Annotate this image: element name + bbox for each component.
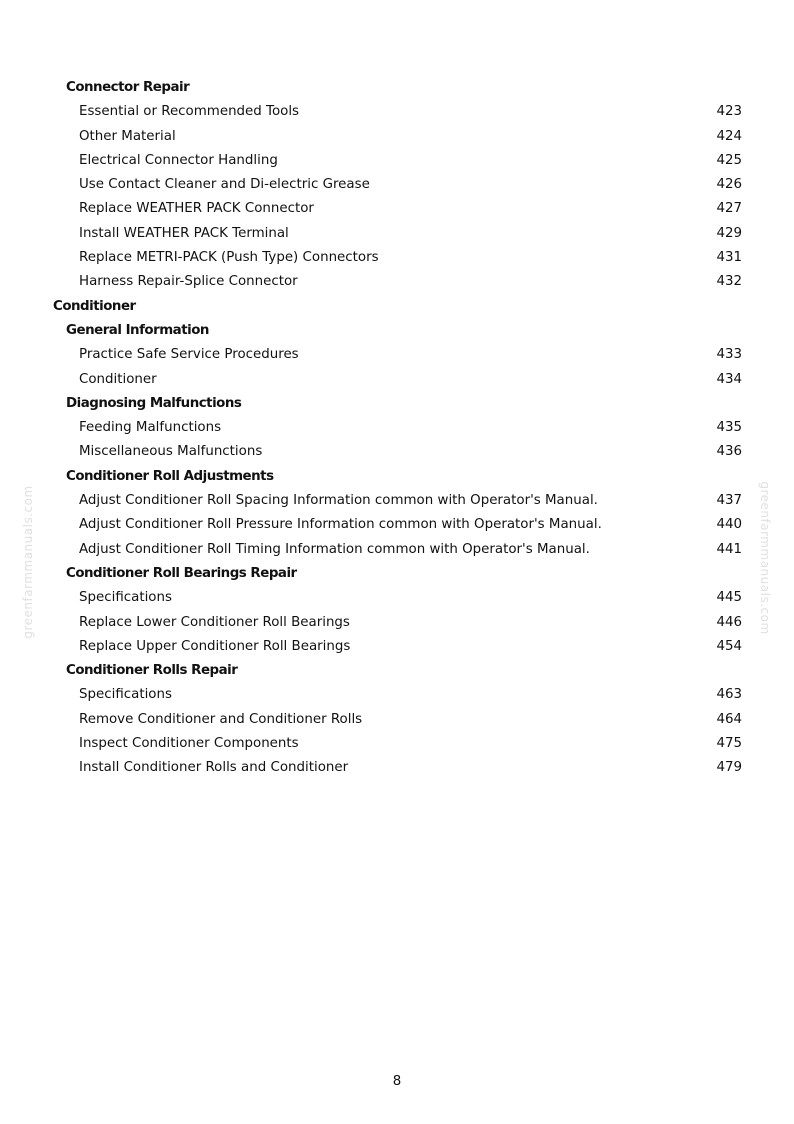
toc-entry-title: Miscellaneous Malfunctions [79,444,263,460]
toc-entry-page-number: 433 [716,347,742,363]
toc-entry-title: Install WEATHER PACK Terminal [79,225,289,241]
toc-entry-title: Specifications [79,590,172,606]
toc-entry[interactable] [0,222,794,246]
toc-entry[interactable] [0,489,794,513]
toc-entry[interactable] [0,368,794,392]
toc-entry-title: Practice Safe Service Procedures [79,347,299,363]
toc-entry-page-number: 426 [716,177,742,193]
toc-section-heading [0,659,794,683]
toc-entry-page-number: 424 [716,128,742,144]
toc-entry-page-number: 432 [716,274,742,290]
toc-entry[interactable] [0,149,794,173]
toc-entry-page-number: 441 [716,541,742,557]
toc-entry-page-number: 427 [716,201,742,217]
toc-entry-page-number: 423 [716,104,742,120]
toc-entry[interactable] [0,708,794,732]
toc-section-heading [0,319,794,343]
toc-entry[interactable] [0,100,794,124]
toc-entry[interactable] [0,538,794,562]
toc-entry-page-number: 434 [716,371,742,387]
toc-entry-page-number: 464 [716,711,742,727]
toc-entry-page-number: 475 [716,736,742,752]
toc-entry-title: Install Conditioner Rolls and Conditioner [79,760,349,776]
toc-entry[interactable] [0,440,794,464]
toc-entry-title: Use Contact Cleaner and Di-electric Grease [79,177,370,193]
toc-section-heading [0,76,794,100]
toc-entry[interactable] [0,586,794,610]
watermark-left: greenfarmmanuals.com [21,485,35,639]
toc-entry-page-number: 435 [716,420,742,436]
toc-entry[interactable] [0,270,794,294]
toc-entry-title: Replace WEATHER PACK Connector [79,201,314,217]
toc-entry-title: Adjust Conditioner Roll Timing Information common with Operator's Manual. [79,541,590,557]
toc-entry[interactable] [0,197,794,221]
toc-entry[interactable] [0,343,794,367]
toc-entry[interactable] [0,513,794,537]
table-of-contents [0,76,794,781]
toc-entry-page-number: 436 [716,444,742,460]
toc-entry[interactable] [0,732,794,756]
toc-entry-title: Remove Conditioner and Conditioner Rolls [79,711,363,727]
toc-entry-title: Conditioner Roll Bearings Repair [66,565,297,581]
toc-entry-title: General Information [66,322,209,338]
toc-entry-page-number: 446 [716,614,742,630]
toc-entry-title: Essential or Recommended Tools [79,104,300,120]
toc-entry-page-number: 445 [716,590,742,606]
toc-entry-page-number: 463 [716,687,742,703]
toc-entry[interactable] [0,683,794,707]
toc-entry[interactable] [0,125,794,149]
toc-entry-title: Replace Lower Conditioner Roll Bearings [79,614,350,630]
toc-entry-page-number: 479 [716,760,742,776]
toc-entry-page-number: 429 [716,225,742,241]
toc-entry-title: Adjust Conditioner Roll Pressure Information common with Operator's Manual. [79,517,602,533]
toc-entry[interactable] [0,611,794,635]
toc-entry-title: Feeding Malfunctions [79,420,222,436]
toc-entry[interactable] [0,635,794,659]
toc-entry-title: Replace Upper Conditioner Roll Bearings [79,638,351,654]
toc-entry-title: Replace METRI-PACK (Push Type) Connectors [79,250,379,266]
toc-entry[interactable] [0,246,794,270]
toc-entry[interactable] [0,756,794,780]
toc-entry[interactable] [0,416,794,440]
toc-entry-page-number: 440 [716,517,742,533]
toc-entry-page-number: 425 [716,152,742,168]
toc-section-heading [0,562,794,586]
toc-section-heading [0,392,794,416]
toc-entry-title: Conditioner Roll Adjustments [66,468,274,484]
toc-entry-title: Electrical Connector Handling [79,152,278,168]
toc-entry-title: Conditioner Rolls Repair [66,663,238,679]
toc-entry-page-number: 437 [716,493,742,509]
toc-section-heading [0,295,794,319]
watermark-right: greenfarmmanuals.com [758,481,772,635]
toc-entry-title: Diagnosing Malfunctions [66,395,242,411]
page-number: 8 [392,1074,402,1089]
toc-entry-title: Harness Repair-Splice Connector [79,274,298,290]
toc-entry-title: Inspect Conditioner Components [79,736,299,752]
toc-entry-page-number: 454 [716,638,742,654]
toc-section-heading [0,465,794,489]
toc-entry-title: Specifications [79,687,172,703]
toc-entry-title: Connector Repair [66,80,190,95]
toc-entry-title: Other Material [79,128,176,144]
toc-entry-title: Adjust Conditioner Roll Spacing Information common with Operator's Manual. [79,493,598,509]
toc-entry-title: Conditioner [79,371,157,387]
toc-entry[interactable] [0,173,794,197]
toc-entry-page-number: 431 [716,250,742,266]
toc-entry-title: Conditioner [53,298,136,314]
